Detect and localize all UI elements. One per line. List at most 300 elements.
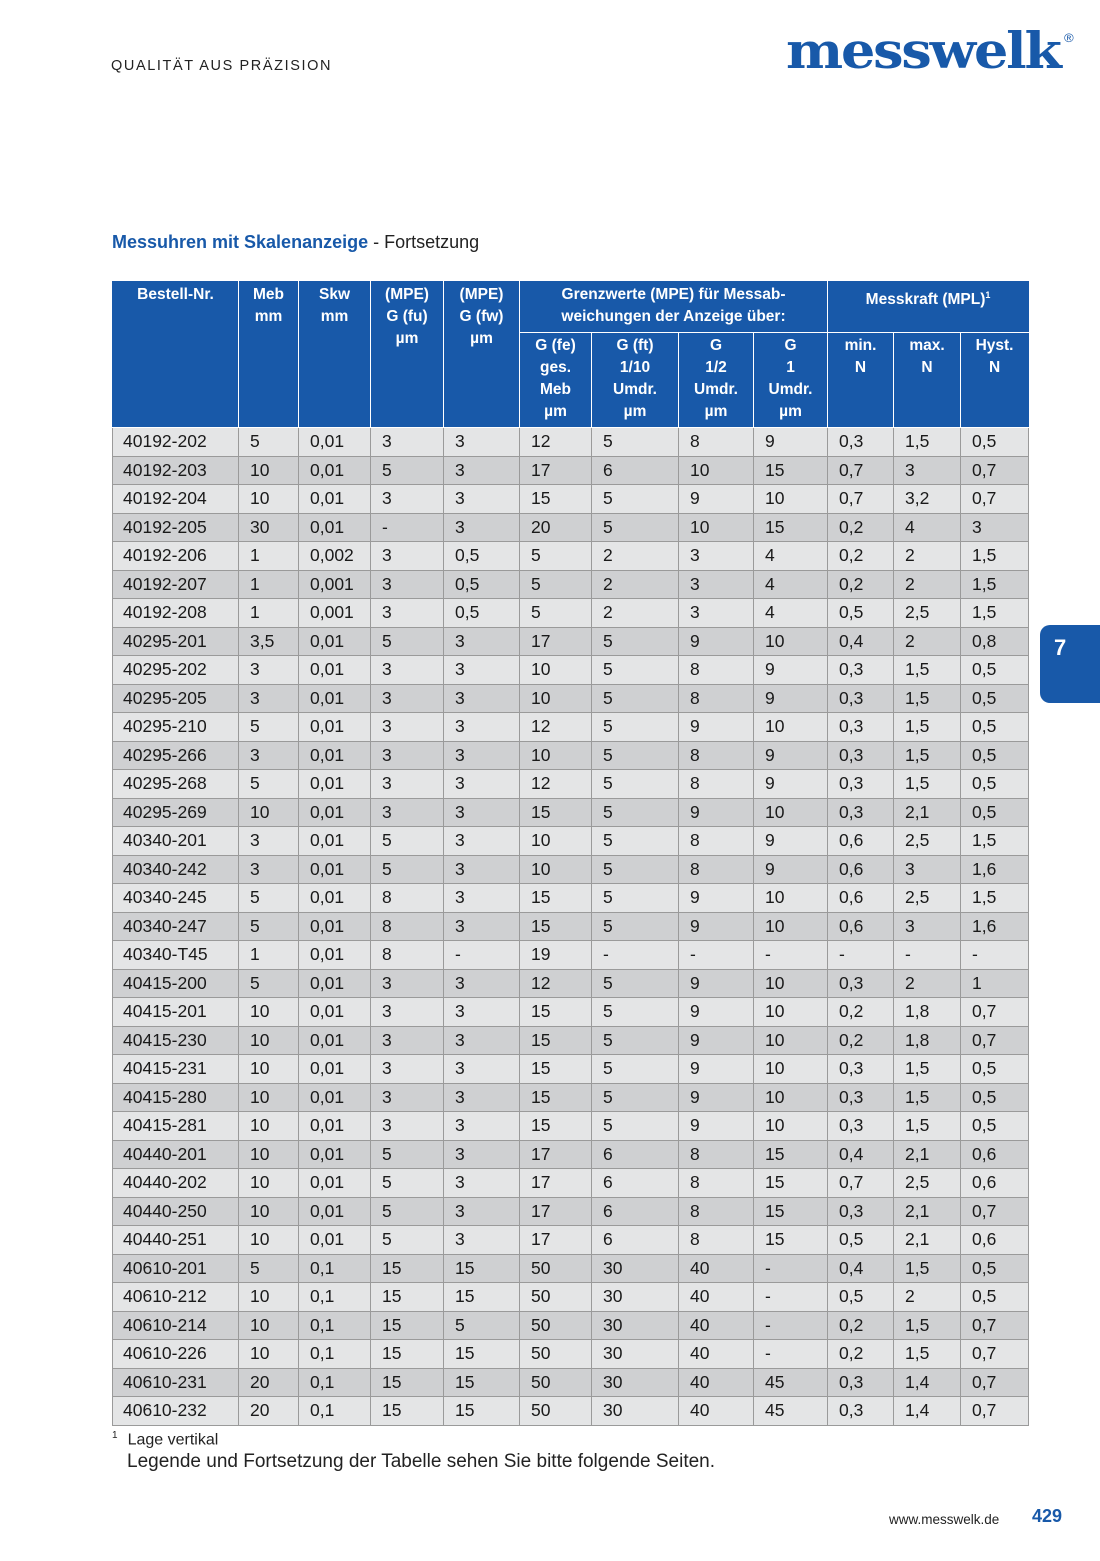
cell-skw: 0,1 <box>299 1254 371 1283</box>
cell-min: 0,4 <box>828 1254 894 1283</box>
cell-min: 0,6 <box>828 912 894 941</box>
cell-g-ft: 5 <box>592 798 679 827</box>
cell-max: 1,5 <box>894 1311 961 1340</box>
cell-g-fu: 3 <box>371 542 444 571</box>
cell-g-ft: 2 <box>592 570 679 599</box>
cell-g-ft: 5 <box>592 998 679 1027</box>
cell-skw: 0,01 <box>299 741 371 770</box>
cell-min: 0,3 <box>828 1112 894 1141</box>
cell-g-half: 9 <box>679 884 754 913</box>
cell-order-no: 40192-206 <box>113 542 239 571</box>
table-row <box>113 627 1029 656</box>
registered-mark: ® <box>1064 31 1074 45</box>
cell-g-ft: 5 <box>592 656 679 685</box>
cell-min: 0,3 <box>828 1197 894 1226</box>
cell-order-no: 40192-204 <box>113 485 239 514</box>
header-g-fu: (MPE) G (fu) µm <box>371 282 444 428</box>
cell-meb: 10 <box>239 1169 299 1198</box>
cell-g-half: 8 <box>679 684 754 713</box>
cell-g-fe: 10 <box>520 741 592 770</box>
cell-g-fw: 3 <box>444 1112 520 1141</box>
cell-hyst: 1,6 <box>961 912 1029 941</box>
cell-g-fu: 3 <box>371 969 444 998</box>
header-skw: Skw mm <box>299 282 371 428</box>
cell-order-no: 40192-203 <box>113 456 239 485</box>
cell-meb: 1 <box>239 941 299 970</box>
cell-meb: 10 <box>239 1311 299 1340</box>
cell-meb: 3 <box>239 827 299 856</box>
cell-g-fe: 10 <box>520 827 592 856</box>
cell-g-ft: 5 <box>592 428 679 457</box>
cell-g-one: 45 <box>754 1368 828 1397</box>
cell-g-half: 9 <box>679 713 754 742</box>
cell-g-one: 9 <box>754 770 828 799</box>
cell-g-fe: 5 <box>520 599 592 628</box>
cell-meb: 3 <box>239 656 299 685</box>
cell-max: - <box>894 941 961 970</box>
cell-hyst: 0,5 <box>961 798 1029 827</box>
cell-g-fe: 15 <box>520 1055 592 1084</box>
table-row <box>113 1140 1029 1169</box>
cell-g-ft: 5 <box>592 485 679 514</box>
cell-g-ft: 30 <box>592 1397 679 1426</box>
cell-g-half: 9 <box>679 1083 754 1112</box>
cell-skw: 0,01 <box>299 1226 371 1255</box>
cell-max: 1,5 <box>894 1055 961 1084</box>
cell-g-one: 10 <box>754 1026 828 1055</box>
cell-meb: 10 <box>239 1112 299 1141</box>
chapter-tab: 7 <box>1040 625 1100 703</box>
cell-min: 0,3 <box>828 1083 894 1112</box>
cell-min: 0,2 <box>828 570 894 599</box>
cell-order-no: 40610-214 <box>113 1311 239 1340</box>
cell-min: 0,2 <box>828 542 894 571</box>
cell-g-ft: 5 <box>592 827 679 856</box>
cell-g-fu: 3 <box>371 570 444 599</box>
cell-order-no: 40192-208 <box>113 599 239 628</box>
section-title-suffix: - Fortsetzung <box>368 232 480 252</box>
cell-max: 2,5 <box>894 884 961 913</box>
header-meb: Meb mm <box>239 282 299 428</box>
cell-g-half: 40 <box>679 1340 754 1369</box>
cell-g-ft: 30 <box>592 1254 679 1283</box>
cell-g-fw: - <box>444 941 520 970</box>
cell-g-fe: 15 <box>520 798 592 827</box>
cell-g-fe: 12 <box>520 770 592 799</box>
cell-g-fe: 10 <box>520 855 592 884</box>
table-row <box>113 1026 1029 1055</box>
cell-min: 0,3 <box>828 798 894 827</box>
cell-hyst: 0,7 <box>961 998 1029 1027</box>
cell-g-one: 10 <box>754 798 828 827</box>
table-row <box>113 570 1029 599</box>
cell-min: 0,5 <box>828 599 894 628</box>
table-row <box>113 1254 1029 1283</box>
cell-order-no: 40295-269 <box>113 798 239 827</box>
cell-g-fe: 10 <box>520 656 592 685</box>
cell-max: 2 <box>894 627 961 656</box>
cell-skw: 0,01 <box>299 855 371 884</box>
cell-g-fu: 5 <box>371 1197 444 1226</box>
cell-skw: 0,01 <box>299 969 371 998</box>
cell-g-half: 10 <box>679 513 754 542</box>
cell-g-fw: 3 <box>444 1083 520 1112</box>
cell-g-ft: 30 <box>592 1340 679 1369</box>
cell-meb: 10 <box>239 485 299 514</box>
cell-g-fw: 3 <box>444 969 520 998</box>
page-number: 429 <box>1032 1506 1063 1526</box>
cell-order-no: 40440-251 <box>113 1226 239 1255</box>
cell-min: 0,2 <box>828 998 894 1027</box>
cell-g-fw: 0,5 <box>444 542 520 571</box>
cell-g-ft: 2 <box>592 599 679 628</box>
cell-g-fu: 5 <box>371 1169 444 1198</box>
cell-g-fu: 8 <box>371 941 444 970</box>
cell-meb: 10 <box>239 1226 299 1255</box>
cell-g-fw: 3 <box>444 827 520 856</box>
cell-meb: 5 <box>239 713 299 742</box>
cell-g-fu: 3 <box>371 428 444 457</box>
cell-g-fu: 15 <box>371 1397 444 1426</box>
cell-skw: 0,1 <box>299 1368 371 1397</box>
spec-table-body <box>113 428 1029 1426</box>
cell-order-no: 40415-280 <box>113 1083 239 1112</box>
cell-min: 0,3 <box>828 1055 894 1084</box>
cell-g-fu: 5 <box>371 827 444 856</box>
header-g-half: G 1/2 Umdr. µm <box>679 333 754 428</box>
cell-min: 0,6 <box>828 855 894 884</box>
cell-order-no: 40340-T45 <box>113 941 239 970</box>
cell-g-fw: 3 <box>444 1140 520 1169</box>
cell-g-half: 8 <box>679 770 754 799</box>
cell-g-fe: 17 <box>520 1226 592 1255</box>
cell-max: 2,1 <box>894 1140 961 1169</box>
cell-g-half: 9 <box>679 969 754 998</box>
cell-g-fw: 15 <box>444 1397 520 1426</box>
cell-min: 0,3 <box>828 713 894 742</box>
cell-g-half: 40 <box>679 1311 754 1340</box>
cell-g-half: 3 <box>679 599 754 628</box>
cell-hyst: 0,5 <box>961 770 1029 799</box>
cell-order-no: 40415-281 <box>113 1112 239 1141</box>
cell-g-half: 9 <box>679 912 754 941</box>
cell-g-half: 9 <box>679 1055 754 1084</box>
cell-skw: 0,01 <box>299 998 371 1027</box>
cell-hyst: 0,7 <box>961 456 1029 485</box>
cell-order-no: 40295-266 <box>113 741 239 770</box>
cell-max: 1,8 <box>894 1026 961 1055</box>
cell-g-one: 10 <box>754 1083 828 1112</box>
cell-max: 1,5 <box>894 770 961 799</box>
cell-hyst: 0,5 <box>961 684 1029 713</box>
cell-min: 0,3 <box>828 1368 894 1397</box>
cell-hyst: - <box>961 941 1029 970</box>
cell-g-fu: 3 <box>371 798 444 827</box>
table-row <box>113 713 1029 742</box>
cell-g-fe: 15 <box>520 884 592 913</box>
table-row <box>113 1311 1029 1340</box>
cell-max: 1,5 <box>894 1083 961 1112</box>
cell-skw: 0,01 <box>299 485 371 514</box>
cell-skw: 0,01 <box>299 912 371 941</box>
header-g-fw: (MPE) G (fw) µm <box>444 282 520 428</box>
cell-min: 0,3 <box>828 741 894 770</box>
cell-min: 0,3 <box>828 684 894 713</box>
cell-g-fe: 17 <box>520 456 592 485</box>
cell-g-fw: 3 <box>444 1226 520 1255</box>
cell-g-fe: 50 <box>520 1397 592 1426</box>
cell-g-one: 9 <box>754 855 828 884</box>
cell-order-no: 40340-201 <box>113 827 239 856</box>
cell-max: 1,5 <box>894 713 961 742</box>
cell-skw: 0,01 <box>299 656 371 685</box>
cell-order-no: 40295-202 <box>113 656 239 685</box>
cell-g-fe: 17 <box>520 1197 592 1226</box>
cell-g-fw: 3 <box>444 770 520 799</box>
cell-meb: 3 <box>239 855 299 884</box>
cell-g-one: 10 <box>754 884 828 913</box>
table-row <box>113 798 1029 827</box>
section-title-main: Messuhren mit Skalenanzeige <box>112 232 369 252</box>
cell-hyst: 0,7 <box>961 1197 1029 1226</box>
cell-g-fe: 12 <box>520 713 592 742</box>
cell-g-fe: 15 <box>520 485 592 514</box>
cell-meb: 20 <box>239 1397 299 1426</box>
cell-skw: 0,01 <box>299 827 371 856</box>
cell-g-half: 3 <box>679 570 754 599</box>
cell-order-no: 40295-205 <box>113 684 239 713</box>
cell-g-fe: 19 <box>520 941 592 970</box>
cell-skw: 0,01 <box>299 1055 371 1084</box>
cell-meb: 3 <box>239 684 299 713</box>
cell-g-fe: 12 <box>520 969 592 998</box>
cell-g-half: 8 <box>679 428 754 457</box>
cell-g-fe: 15 <box>520 998 592 1027</box>
cell-g-fu: 3 <box>371 770 444 799</box>
cell-min: 0,7 <box>828 456 894 485</box>
cell-meb: 5 <box>239 884 299 913</box>
cell-g-fu: 8 <box>371 884 444 913</box>
table-row <box>113 684 1029 713</box>
cell-g-ft: 6 <box>592 1169 679 1198</box>
cell-order-no: 40610-212 <box>113 1283 239 1312</box>
cell-g-fu: 5 <box>371 855 444 884</box>
cell-skw: 0,01 <box>299 1197 371 1226</box>
cell-g-fu: 15 <box>371 1254 444 1283</box>
website-link[interactable]: www.messwelk.de <box>889 1512 1000 1527</box>
cell-max: 4 <box>894 513 961 542</box>
header-g-ft: G (ft) 1/10 Umdr. µm <box>592 333 679 428</box>
cell-skw: 0,01 <box>299 1112 371 1141</box>
cell-meb: 5 <box>239 770 299 799</box>
cell-g-one: - <box>754 1311 828 1340</box>
cell-hyst: 0,8 <box>961 627 1029 656</box>
cell-g-half: 8 <box>679 1169 754 1198</box>
cell-max: 2 <box>894 969 961 998</box>
cell-g-fw: 3 <box>444 1055 520 1084</box>
cell-meb: 10 <box>239 1283 299 1312</box>
cell-meb: 10 <box>239 1340 299 1369</box>
cell-skw: 0,01 <box>299 684 371 713</box>
cell-g-fw: 0,5 <box>444 570 520 599</box>
cell-g-fw: 3 <box>444 855 520 884</box>
cell-g-ft: 6 <box>592 456 679 485</box>
cell-g-fe: 50 <box>520 1311 592 1340</box>
header-force-group: Messkraft (MPL)$^1$ <box>828 282 1029 333</box>
header-g-fe: G (fe) ges. Meb µm <box>520 333 592 428</box>
cell-max: 1,5 <box>894 1254 961 1283</box>
cell-g-fw: 3 <box>444 1026 520 1055</box>
cell-order-no: 40192-207 <box>113 570 239 599</box>
cell-g-ft: 5 <box>592 741 679 770</box>
cell-meb: 10 <box>239 1026 299 1055</box>
cell-g-fu: 3 <box>371 1083 444 1112</box>
cell-g-fu: 3 <box>371 485 444 514</box>
cell-skw: 0,01 <box>299 770 371 799</box>
table-row <box>113 656 1029 685</box>
cell-g-one: - <box>754 1340 828 1369</box>
cell-max: 3 <box>894 456 961 485</box>
cell-g-half: 40 <box>679 1368 754 1397</box>
table-row <box>113 941 1029 970</box>
cell-meb: 1 <box>239 599 299 628</box>
cell-skw: 0,01 <box>299 428 371 457</box>
cell-g-fu: 15 <box>371 1368 444 1397</box>
section-title <box>112 232 479 253</box>
cell-g-fu: 5 <box>371 1140 444 1169</box>
cell-skw: 0,1 <box>299 1340 371 1369</box>
cell-hyst: 0,7 <box>961 1026 1029 1055</box>
cell-min: 0,4 <box>828 627 894 656</box>
table-row <box>113 1283 1029 1312</box>
cell-meb: 10 <box>239 798 299 827</box>
cell-max: 2 <box>894 1283 961 1312</box>
cell-hyst: 0,6 <box>961 1169 1029 1198</box>
cell-g-one: - <box>754 1283 828 1312</box>
cell-order-no: 40610-231 <box>113 1368 239 1397</box>
cell-min: 0,6 <box>828 884 894 913</box>
cell-g-half: 9 <box>679 798 754 827</box>
cell-skw: 0,01 <box>299 1026 371 1055</box>
cell-skw: 0,01 <box>299 1140 371 1169</box>
table-row <box>113 1340 1029 1369</box>
table-row <box>113 1368 1029 1397</box>
cell-g-half: 40 <box>679 1397 754 1426</box>
cell-hyst: 3 <box>961 513 1029 542</box>
table-row <box>113 599 1029 628</box>
cell-min: - <box>828 941 894 970</box>
cell-g-ft: 6 <box>592 1197 679 1226</box>
footnote-text: Lage vertikal <box>127 1431 219 1449</box>
cell-g-one: 15 <box>754 1226 828 1255</box>
cell-g-fe: 15 <box>520 1083 592 1112</box>
header-order-no: Bestell-Nr. <box>113 282 239 428</box>
cell-hyst: 1 <box>961 969 1029 998</box>
cell-min: 0,2 <box>828 513 894 542</box>
cell-hyst: 0,7 <box>961 1397 1029 1426</box>
table-row <box>113 741 1029 770</box>
cell-g-one: 9 <box>754 656 828 685</box>
cell-g-fw: 3 <box>444 998 520 1027</box>
cell-order-no: 40340-245 <box>113 884 239 913</box>
cell-g-half: - <box>679 941 754 970</box>
cell-max: 2,1 <box>894 1197 961 1226</box>
cell-g-ft: 30 <box>592 1283 679 1312</box>
cell-g-fw: 15 <box>444 1340 520 1369</box>
cell-g-fw: 3 <box>444 656 520 685</box>
cell-g-fw: 3 <box>444 884 520 913</box>
cell-g-fw: 15 <box>444 1283 520 1312</box>
cell-hyst: 1,5 <box>961 542 1029 571</box>
cell-g-fe: 17 <box>520 627 592 656</box>
footnote <box>112 1430 218 1449</box>
cell-g-fe: 50 <box>520 1254 592 1283</box>
cell-g-one: 9 <box>754 428 828 457</box>
cell-max: 3 <box>894 912 961 941</box>
cell-g-one: 10 <box>754 713 828 742</box>
cell-g-half: 8 <box>679 827 754 856</box>
cell-g-one: - <box>754 941 828 970</box>
cell-g-ft: 5 <box>592 884 679 913</box>
cell-g-fe: 17 <box>520 1169 592 1198</box>
cell-hyst: 0,6 <box>961 1226 1029 1255</box>
cell-meb: 20 <box>239 1368 299 1397</box>
cell-order-no: 40192-202 <box>113 428 239 457</box>
cell-g-fu: 3 <box>371 998 444 1027</box>
cell-g-fu: 3 <box>371 599 444 628</box>
cell-g-one: - <box>754 1254 828 1283</box>
footnote-mark: 1 <box>112 1430 118 1441</box>
cell-g-one: 10 <box>754 1055 828 1084</box>
cell-g-fe: 50 <box>520 1368 592 1397</box>
cell-min: 0,2 <box>828 1311 894 1340</box>
cell-g-ft: 5 <box>592 1026 679 1055</box>
cell-g-fe: 15 <box>520 1026 592 1055</box>
cell-g-one: 15 <box>754 1169 828 1198</box>
cell-meb: 10 <box>239 456 299 485</box>
cell-g-fu: 8 <box>371 912 444 941</box>
cell-g-ft: 5 <box>592 513 679 542</box>
cell-g-fu: 15 <box>371 1283 444 1312</box>
cell-meb: 5 <box>239 969 299 998</box>
cell-max: 3 <box>894 855 961 884</box>
table-row <box>113 1169 1029 1198</box>
cell-max: 1,5 <box>894 428 961 457</box>
cell-skw: 0,01 <box>299 713 371 742</box>
cell-g-fw: 15 <box>444 1254 520 1283</box>
cell-max: 1,5 <box>894 1112 961 1141</box>
cell-order-no: 40610-201 <box>113 1254 239 1283</box>
cell-g-fe: 50 <box>520 1340 592 1369</box>
cell-g-half: 8 <box>679 1140 754 1169</box>
cell-skw: 0,002 <box>299 542 371 571</box>
cell-hyst: 1,5 <box>961 570 1029 599</box>
cell-max: 2 <box>894 570 961 599</box>
cell-g-fe: 15 <box>520 1112 592 1141</box>
table-row <box>113 1197 1029 1226</box>
table-row <box>113 770 1029 799</box>
cell-order-no: 40440-201 <box>113 1140 239 1169</box>
cell-hyst: 0,6 <box>961 1140 1029 1169</box>
cell-hyst: 0,5 <box>961 1254 1029 1283</box>
cell-g-one: 4 <box>754 599 828 628</box>
cell-min: 0,6 <box>828 827 894 856</box>
table-row <box>113 1397 1029 1426</box>
cell-order-no: 40415-231 <box>113 1055 239 1084</box>
cell-g-one: 4 <box>754 570 828 599</box>
cell-meb: 10 <box>239 1197 299 1226</box>
cell-skw: 0,01 <box>299 941 371 970</box>
